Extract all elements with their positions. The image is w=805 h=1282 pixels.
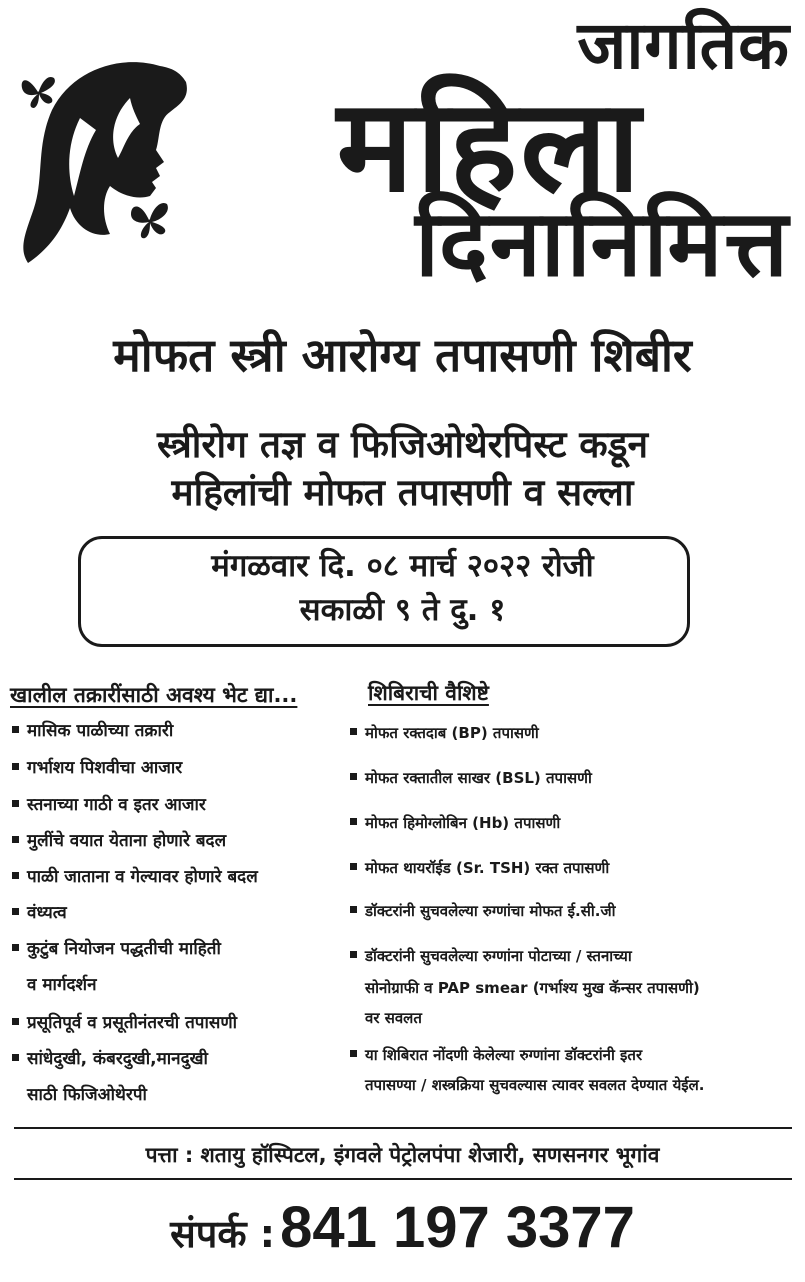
bullet-icon	[350, 951, 357, 958]
bullet-icon	[12, 836, 19, 843]
bullet-icon	[350, 863, 357, 870]
divider	[14, 1127, 792, 1129]
butterfly-icon	[18, 72, 60, 112]
phone-number[interactable]: 841 197 3377	[280, 1195, 635, 1260]
features-heading: शिबिराची वैशिष्टे	[368, 681, 489, 705]
event-date: मंगळवार दि. ०८ मार्च २०२२ रोजी	[211, 548, 594, 584]
bullet-icon	[350, 818, 357, 825]
feature-item: मोफत थायरॉईड (Sr. TSH) रक्त तपासणी	[350, 855, 609, 881]
bullet-icon	[350, 1050, 357, 1057]
bullet-icon	[12, 800, 19, 807]
bullet-icon	[12, 763, 19, 770]
bullet-icon	[12, 1018, 19, 1025]
title-line-day: दिनानिमित्त	[415, 190, 790, 297]
bullet-icon	[12, 908, 19, 915]
bullet-icon	[350, 906, 357, 913]
divider	[14, 1178, 792, 1180]
feature-item: मोफत रक्तदाब (BP) तपासणी	[350, 720, 539, 746]
bullet-icon	[12, 872, 19, 879]
feature-item: मोफत हिमोग्लोबिन (Hb) तपासणी	[350, 810, 560, 836]
list-item-continuation: व मार्गदर्शन	[27, 975, 97, 995]
event-time: सकाळी ९ ते दु. १	[299, 592, 506, 628]
feature-item: डॉक्टरांनी सुचवलेल्या रुग्णांचा मोफत ई.सी.जी	[350, 898, 615, 924]
complaints-heading: खालील तक्रारींसाठी अवश्य भेट द्या...	[10, 683, 298, 707]
list-item: सांधेदुखी, कंबरदुखी,मानदुखी	[12, 1046, 208, 1072]
event-title: मोफत स्त्री आरोग्य तपासणी शिबीर	[113, 328, 692, 382]
list-item: स्तनाच्या गाठी व इतर आजार	[12, 792, 206, 818]
feature-item: मोफत रक्तातील साखर (BSL) तपासणी	[350, 765, 592, 791]
bullet-icon	[12, 1054, 19, 1061]
feature-item-continuation: तपासण्या / शस्त्रक्रिया सुचवल्यास त्यावर सवलत देण्यात येईल.	[365, 1076, 705, 1094]
title-line-world: जागतिक	[577, 7, 790, 84]
feature-item: डॉक्टरांनी सुचवलेल्या रुग्णांना पोटाच्या / स्तनाच्या	[350, 943, 632, 969]
bullet-icon	[350, 773, 357, 780]
address: पत्ता : शतायु हॉस्पिटल, इंगवले पेट्रोलपंपा शेजारी, सणसनगर भूगांव	[145, 1143, 660, 1167]
butterfly-icon	[127, 200, 173, 242]
feature-item-continuation: वर सवलत	[365, 1009, 422, 1027]
contact-line	[0, 1188, 805, 1282]
subtitle-line-1: स्त्रीरोग तज्ञ व फिजिओथेरपिस्ट कडून	[156, 423, 648, 466]
list-item: मुलींचे वयात येताना होणारे बदल	[12, 828, 226, 854]
list-item: कुटुंब नियोजन पद्धतीची माहिती	[12, 936, 221, 962]
list-item: गर्भाशय पिशवीचा आजार	[12, 755, 182, 781]
feature-item-continuation: सोनोग्राफी व PAP smear (गर्भाश्य मुख कॅन्सर तपासणी)	[365, 979, 700, 997]
bullet-icon	[12, 944, 19, 951]
list-item: वंध्यत्व	[12, 900, 67, 926]
subtitle-line-2: महिलांची मोफत तपासणी व सल्ला	[171, 471, 634, 514]
list-item: पाळी जाताना व गेल्यावर होणारे बदल	[12, 864, 258, 890]
bullet-icon	[12, 726, 19, 733]
title-line-women: महिला	[336, 72, 644, 221]
list-item-continuation: साठी फिजिओथेरपी	[27, 1085, 147, 1105]
feature-item: या शिबिरात नोंदणी केलेल्या रुग्णांना डॉक्टरांनी इतर	[350, 1042, 642, 1068]
list-item: प्रसूतिपूर्व व प्रसूतीनंतरची तपासणी	[12, 1010, 237, 1036]
bullet-icon	[350, 728, 357, 735]
contact-label: संपर्क :	[170, 1212, 275, 1256]
list-item: मासिक पाळीच्या तक्रारी	[12, 718, 173, 744]
